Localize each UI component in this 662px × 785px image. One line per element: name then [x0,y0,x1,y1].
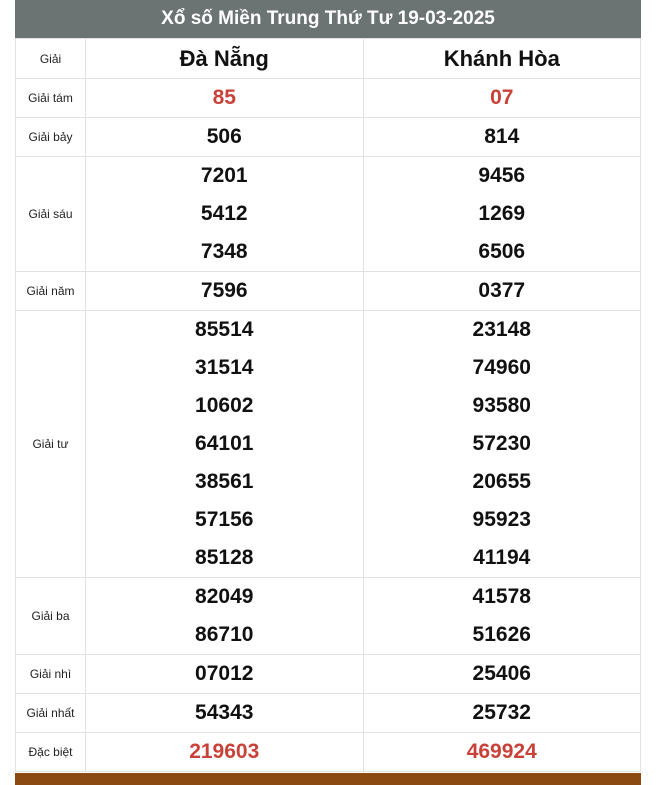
lottery-number: 93580 [472,394,531,417]
lottery-number: 25732 [472,701,531,724]
lottery-number: 6506 [478,240,526,263]
lottery-number: 25406 [472,662,531,685]
lottery-number: 41578 [472,585,531,608]
lottery-number: 64101 [195,432,254,455]
da-nang-numbers [86,157,364,272]
khanh-hoa-numbers [363,578,641,655]
prize-row [16,157,641,272]
lottery-number: 07 [490,86,514,109]
header-row [16,39,641,79]
footer-bar [15,773,641,785]
lottery-number: 31514 [195,356,254,379]
results-table [15,38,641,772]
results-table-body [16,39,641,772]
lottery-number: 1269 [478,202,526,225]
lottery-number: 10602 [195,394,254,417]
lottery-number: 57230 [472,432,531,455]
lottery-number: 85128 [195,546,254,569]
prize-row [16,733,641,772]
da-nang-numbers [86,79,364,118]
prize-row [16,272,641,311]
column-header-khanh-hoa: Khánh Hòa [363,39,641,79]
prize-label: Giải năm [16,272,86,311]
lottery-number: 469924 [466,740,537,763]
lottery-number: 20655 [472,470,531,493]
khanh-hoa-numbers [363,157,641,272]
page-title: Xổ số Miền Trung Thứ Tư 19-03-2025 [15,0,641,38]
prize-label: Giải nhì [16,655,86,694]
khanh-hoa-numbers [363,79,641,118]
lottery-number: 7596 [200,279,248,302]
da-nang-numbers [86,272,364,311]
khanh-hoa-numbers [363,311,641,578]
lottery-number: 95923 [472,508,531,531]
da-nang-numbers [86,655,364,694]
lottery-number: 82049 [195,585,254,608]
lottery-number: 85 [212,86,236,109]
lottery-number: 7201 [200,164,248,187]
prize-label: Giải tư [16,311,86,578]
prize-row [16,311,641,578]
khanh-hoa-numbers [363,272,641,311]
results-container [15,0,641,772]
prize-row [16,694,641,733]
lottery-number: 85514 [195,318,254,341]
da-nang-numbers [86,118,364,157]
prize-row [16,79,641,118]
lottery-number: 23148 [472,318,531,341]
lottery-number: 9456 [478,164,526,187]
lottery-number: 57156 [195,508,254,531]
prize-row [16,655,641,694]
khanh-hoa-numbers [363,655,641,694]
khanh-hoa-numbers [363,694,641,733]
lottery-number: 74960 [472,356,531,379]
lottery-number: 506 [206,125,242,148]
lottery-number: 0377 [478,279,526,302]
prize-label: Giải sáu [16,157,86,272]
prize-row [16,118,641,157]
da-nang-numbers [86,694,364,733]
column-header-da-nang: Đà Nẵng [86,39,364,79]
lottery-number: 5412 [200,202,248,225]
lottery-number: 51626 [472,623,531,646]
prize-label: Giải nhất [16,694,86,733]
khanh-hoa-numbers [363,118,641,157]
prize-label: Giải ba [16,578,86,655]
prize-label: Đặc biệt [16,733,86,772]
column-header-prize: Giải [16,39,86,79]
khanh-hoa-numbers [363,733,641,772]
lottery-number: 38561 [195,470,254,493]
lottery-number: 54343 [195,701,254,724]
prize-row [16,578,641,655]
lottery-number: 07012 [195,662,254,685]
da-nang-numbers [86,578,364,655]
lottery-number: 814 [484,125,520,148]
da-nang-numbers [86,733,364,772]
prize-label: Giải bảy [16,118,86,157]
da-nang-numbers [86,311,364,578]
lottery-number: 219603 [189,740,260,763]
lottery-number: 41194 [473,546,531,569]
prize-label: Giải tám [16,79,86,118]
lottery-number: 86710 [195,623,254,646]
lottery-number: 7348 [200,240,248,263]
